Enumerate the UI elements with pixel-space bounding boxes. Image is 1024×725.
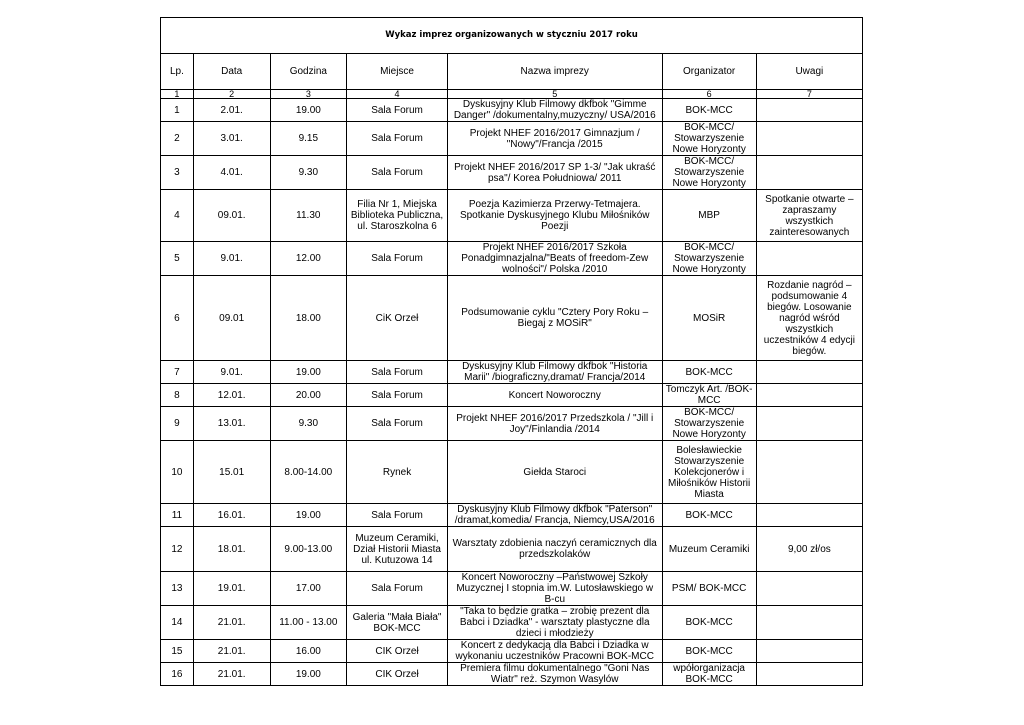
header-row	[161, 54, 863, 90]
column-number: 7	[756, 90, 862, 99]
row-number-cell: 3	[161, 156, 194, 190]
column-number: 2	[193, 90, 270, 99]
notes-cell	[756, 640, 862, 663]
notes-cell	[756, 242, 862, 276]
event-name-cell: Koncert z dedykacją dla Babci i Dziadka w wykonaniu uczestników Pracowni BOK-MCC	[447, 640, 662, 663]
table-row	[161, 190, 863, 242]
venue-cell: Galeria "Mała Biała" BOK-MCC	[347, 606, 448, 640]
time-cell: 17.00	[270, 572, 347, 606]
venue-cell: Muzeum Ceramiki, Dział Historii Miasta ul. Kutuzowa 14	[347, 527, 448, 572]
date-cell: 18.01.	[193, 527, 270, 572]
notes-cell: 9,00 zł/os	[756, 527, 862, 572]
organizer-cell: PSM/ BOK-MCC	[662, 572, 756, 606]
event-name-cell: Projekt NHEF 2016/2017 Gimnazjum / "Nowy"/Francja /2015	[447, 122, 662, 156]
row-number-cell: 16	[161, 663, 194, 686]
date-cell: 13.01.	[193, 407, 270, 441]
date-cell: 9.01.	[193, 242, 270, 276]
notes-cell: Spotkanie otwarte – zapraszamy wszystkich zainteresowanych	[756, 190, 862, 242]
organizer-cell: MOSiR	[662, 276, 756, 361]
row-number-cell: 2	[161, 122, 194, 156]
time-cell: 8.00-14.00	[270, 441, 347, 504]
time-cell: 18.00	[270, 276, 347, 361]
organizer-cell: BOK-MCC/ Stowarzyszenie Nowe Horyzonty	[662, 122, 756, 156]
notes-cell	[756, 663, 862, 686]
date-cell: 4.01.	[193, 156, 270, 190]
date-cell: 2.01.	[193, 99, 270, 122]
notes-cell	[756, 156, 862, 190]
column-number: 4	[347, 90, 448, 99]
time-cell: 19.00	[270, 663, 347, 686]
row-number-cell: 4	[161, 190, 194, 242]
venue-cell: Sala Forum	[347, 242, 448, 276]
notes-cell	[756, 572, 862, 606]
table-row	[161, 527, 863, 572]
row-number-cell: 15	[161, 640, 194, 663]
notes-cell	[756, 407, 862, 441]
table-row	[161, 122, 863, 156]
row-number-cell: 13	[161, 572, 194, 606]
notes-cell	[756, 122, 862, 156]
header-cell: Lp.	[161, 54, 194, 90]
organizer-cell: BOK-MCC/ Stowarzyszenie Nowe Horyzonty	[662, 156, 756, 190]
venue-cell: Sala Forum	[347, 122, 448, 156]
header-cell: Data	[193, 54, 270, 90]
organizer-cell: wpółorganizacja BOK-MCC	[662, 663, 756, 686]
event-name-cell: "Taka to będzie gratka – zrobię prezent dla Babci i Dziadka" - warsztaty plastyczne dla dzieci i młodzieży	[447, 606, 662, 640]
date-cell: 16.01.	[193, 504, 270, 527]
organizer-cell: Muzeum Ceramiki	[662, 527, 756, 572]
notes-cell	[756, 99, 862, 122]
table-row	[161, 663, 863, 686]
row-number-cell: 11	[161, 504, 194, 527]
table-row	[161, 572, 863, 606]
venue-cell: Rynek	[347, 441, 448, 504]
organizer-cell: BOK-MCC	[662, 361, 756, 384]
event-name-cell: Podsumowanie cyklu "Cztery Pory Roku – Biegaj z MOSiR"	[447, 276, 662, 361]
event-name-cell: Koncert Noworoczny –Państwowej Szkoły Muzycznej I stopnia im.W. Lutosławskiego w B-cu	[447, 572, 662, 606]
time-cell: 11.30	[270, 190, 347, 242]
time-cell: 9.30	[270, 407, 347, 441]
event-name-cell: Projekt NHEF 2016/2017 SP 1-3/ "Jak ukraść psa"/ Korea Południowa/ 2011	[447, 156, 662, 190]
document-title: Wykaz imprez organizowanych w styczniu 2017 roku	[161, 18, 863, 54]
organizer-cell: BOK-MCC/ Stowarzyszenie Nowe Horyzonty	[662, 242, 756, 276]
date-cell: 9.01.	[193, 361, 270, 384]
table-row	[161, 361, 863, 384]
row-number-cell: 5	[161, 242, 194, 276]
table-row	[161, 242, 863, 276]
time-cell: 19.00	[270, 99, 347, 122]
organizer-cell: BOK-MCC	[662, 504, 756, 527]
header-cell: Nazwa imprezy	[447, 54, 662, 90]
date-cell: 09.01	[193, 276, 270, 361]
header-cell: Godzina	[270, 54, 347, 90]
venue-cell: CIK Orzeł	[347, 663, 448, 686]
event-name-cell: Koncert Noworoczny	[447, 384, 662, 407]
organizer-cell: BOK-MCC	[662, 640, 756, 663]
time-cell: 20.00	[270, 384, 347, 407]
time-cell: 19.00	[270, 361, 347, 384]
row-number-cell: 12	[161, 527, 194, 572]
event-name-cell: Premiera filmu dokumentalnego "Goni Nas Wiatr" reż. Szymon Wasylów	[447, 663, 662, 686]
event-name-cell: Projekt NHEF 2016/2017 Szkoła Ponadgimnazjalna/"Beats of freedom-Zew wolności"/ Polska /2010	[447, 242, 662, 276]
date-cell: 19.01.	[193, 572, 270, 606]
event-name-cell: Projekt NHEF 2016/2017 Przedszkola / "Jill i Joy"/Finlandia /2014	[447, 407, 662, 441]
row-number-cell: 9	[161, 407, 194, 441]
event-name-cell: Dyskusyjny Klub Filmowy dkfbok "Paterson" /dramat,komedia/ Francja, Niemcy,USA/2016	[447, 504, 662, 527]
events-table	[160, 17, 863, 686]
event-name-cell: Dyskusyjny Klub Filmowy dkfbok "Historia Marii" /biograficzny,dramat/ Francja/2014	[447, 361, 662, 384]
venue-cell: Filia Nr 1, Miejska Biblioteka Publiczna, ul. Staroszkolna 6	[347, 190, 448, 242]
header-cell: Organizator	[662, 54, 756, 90]
row-number-cell: 6	[161, 276, 194, 361]
table-row	[161, 441, 863, 504]
time-cell: 9.30	[270, 156, 347, 190]
date-cell: 09.01.	[193, 190, 270, 242]
event-name-cell: Dyskusyjny Klub Filmowy dkfbok "Gimme Danger" /dokumentalny,muzyczny/ USA/2016	[447, 99, 662, 122]
event-name-cell: Warsztaty zdobienia naczyń ceramicznych dla przedszkolaków	[447, 527, 662, 572]
venue-cell: CiK Orzeł	[347, 276, 448, 361]
notes-cell	[756, 441, 862, 504]
venue-cell: Sala Forum	[347, 156, 448, 190]
column-number: 5	[447, 90, 662, 99]
header-cell: Uwagi	[756, 54, 862, 90]
venue-cell: Sala Forum	[347, 407, 448, 441]
organizer-cell: Tomczyk Art. /BOK-MCC	[662, 384, 756, 407]
date-cell: 21.01.	[193, 663, 270, 686]
table-row	[161, 606, 863, 640]
venue-cell: Sala Forum	[347, 384, 448, 407]
column-number: 6	[662, 90, 756, 99]
table-row	[161, 384, 863, 407]
venue-cell: Sala Forum	[347, 504, 448, 527]
time-cell: 11.00 - 13.00	[270, 606, 347, 640]
venue-cell: Sala Forum	[347, 572, 448, 606]
organizer-cell: MBP	[662, 190, 756, 242]
notes-cell	[756, 606, 862, 640]
time-cell: 9.00-13.00	[270, 527, 347, 572]
time-cell: 12.00	[270, 242, 347, 276]
row-number-cell: 1	[161, 99, 194, 122]
column-number: 1	[161, 90, 194, 99]
venue-cell: Sala Forum	[347, 99, 448, 122]
header-cell: Miejsce	[347, 54, 448, 90]
column-number-row	[161, 90, 863, 99]
table-row	[161, 99, 863, 122]
event-name-cell: Poezja Kazimierza Przerwy-Tetmajera. Spotkanie Dyskusyjnego Klubu Miłośników Poezji	[447, 190, 662, 242]
notes-cell	[756, 361, 862, 384]
date-cell: 12.01.	[193, 384, 270, 407]
organizer-cell: BOK-MCC	[662, 99, 756, 122]
event-name-cell: Giełda Staroci	[447, 441, 662, 504]
organizer-cell: BOK-MCC/ Stowarzyszenie Nowe Horyzonty	[662, 407, 756, 441]
row-number-cell: 14	[161, 606, 194, 640]
notes-cell	[756, 384, 862, 407]
venue-cell: CIK Orzeł	[347, 640, 448, 663]
venue-cell: Sala Forum	[347, 361, 448, 384]
time-cell: 19.00	[270, 504, 347, 527]
date-cell: 21.01.	[193, 606, 270, 640]
date-cell: 15.01	[193, 441, 270, 504]
row-number-cell: 7	[161, 361, 194, 384]
table-row	[161, 276, 863, 361]
table-row	[161, 504, 863, 527]
row-number-cell: 8	[161, 384, 194, 407]
notes-cell	[756, 504, 862, 527]
row-number-cell: 10	[161, 441, 194, 504]
table-row	[161, 640, 863, 663]
table-row	[161, 156, 863, 190]
organizer-cell: Bolesławieckie Stowarzyszenie Kolekcjonerów i Miłośników Historii Miasta	[662, 441, 756, 504]
time-cell: 16.00	[270, 640, 347, 663]
column-number: 3	[270, 90, 347, 99]
notes-cell: Rozdanie nagród – podsumowanie 4 biegów. Losowanie nagród wśród wszystkich uczestników 4 edycji biegów.	[756, 276, 862, 361]
date-cell: 21.01.	[193, 640, 270, 663]
table-row	[161, 407, 863, 441]
organizer-cell: BOK-MCC	[662, 606, 756, 640]
time-cell: 9.15	[270, 122, 347, 156]
date-cell: 3.01.	[193, 122, 270, 156]
